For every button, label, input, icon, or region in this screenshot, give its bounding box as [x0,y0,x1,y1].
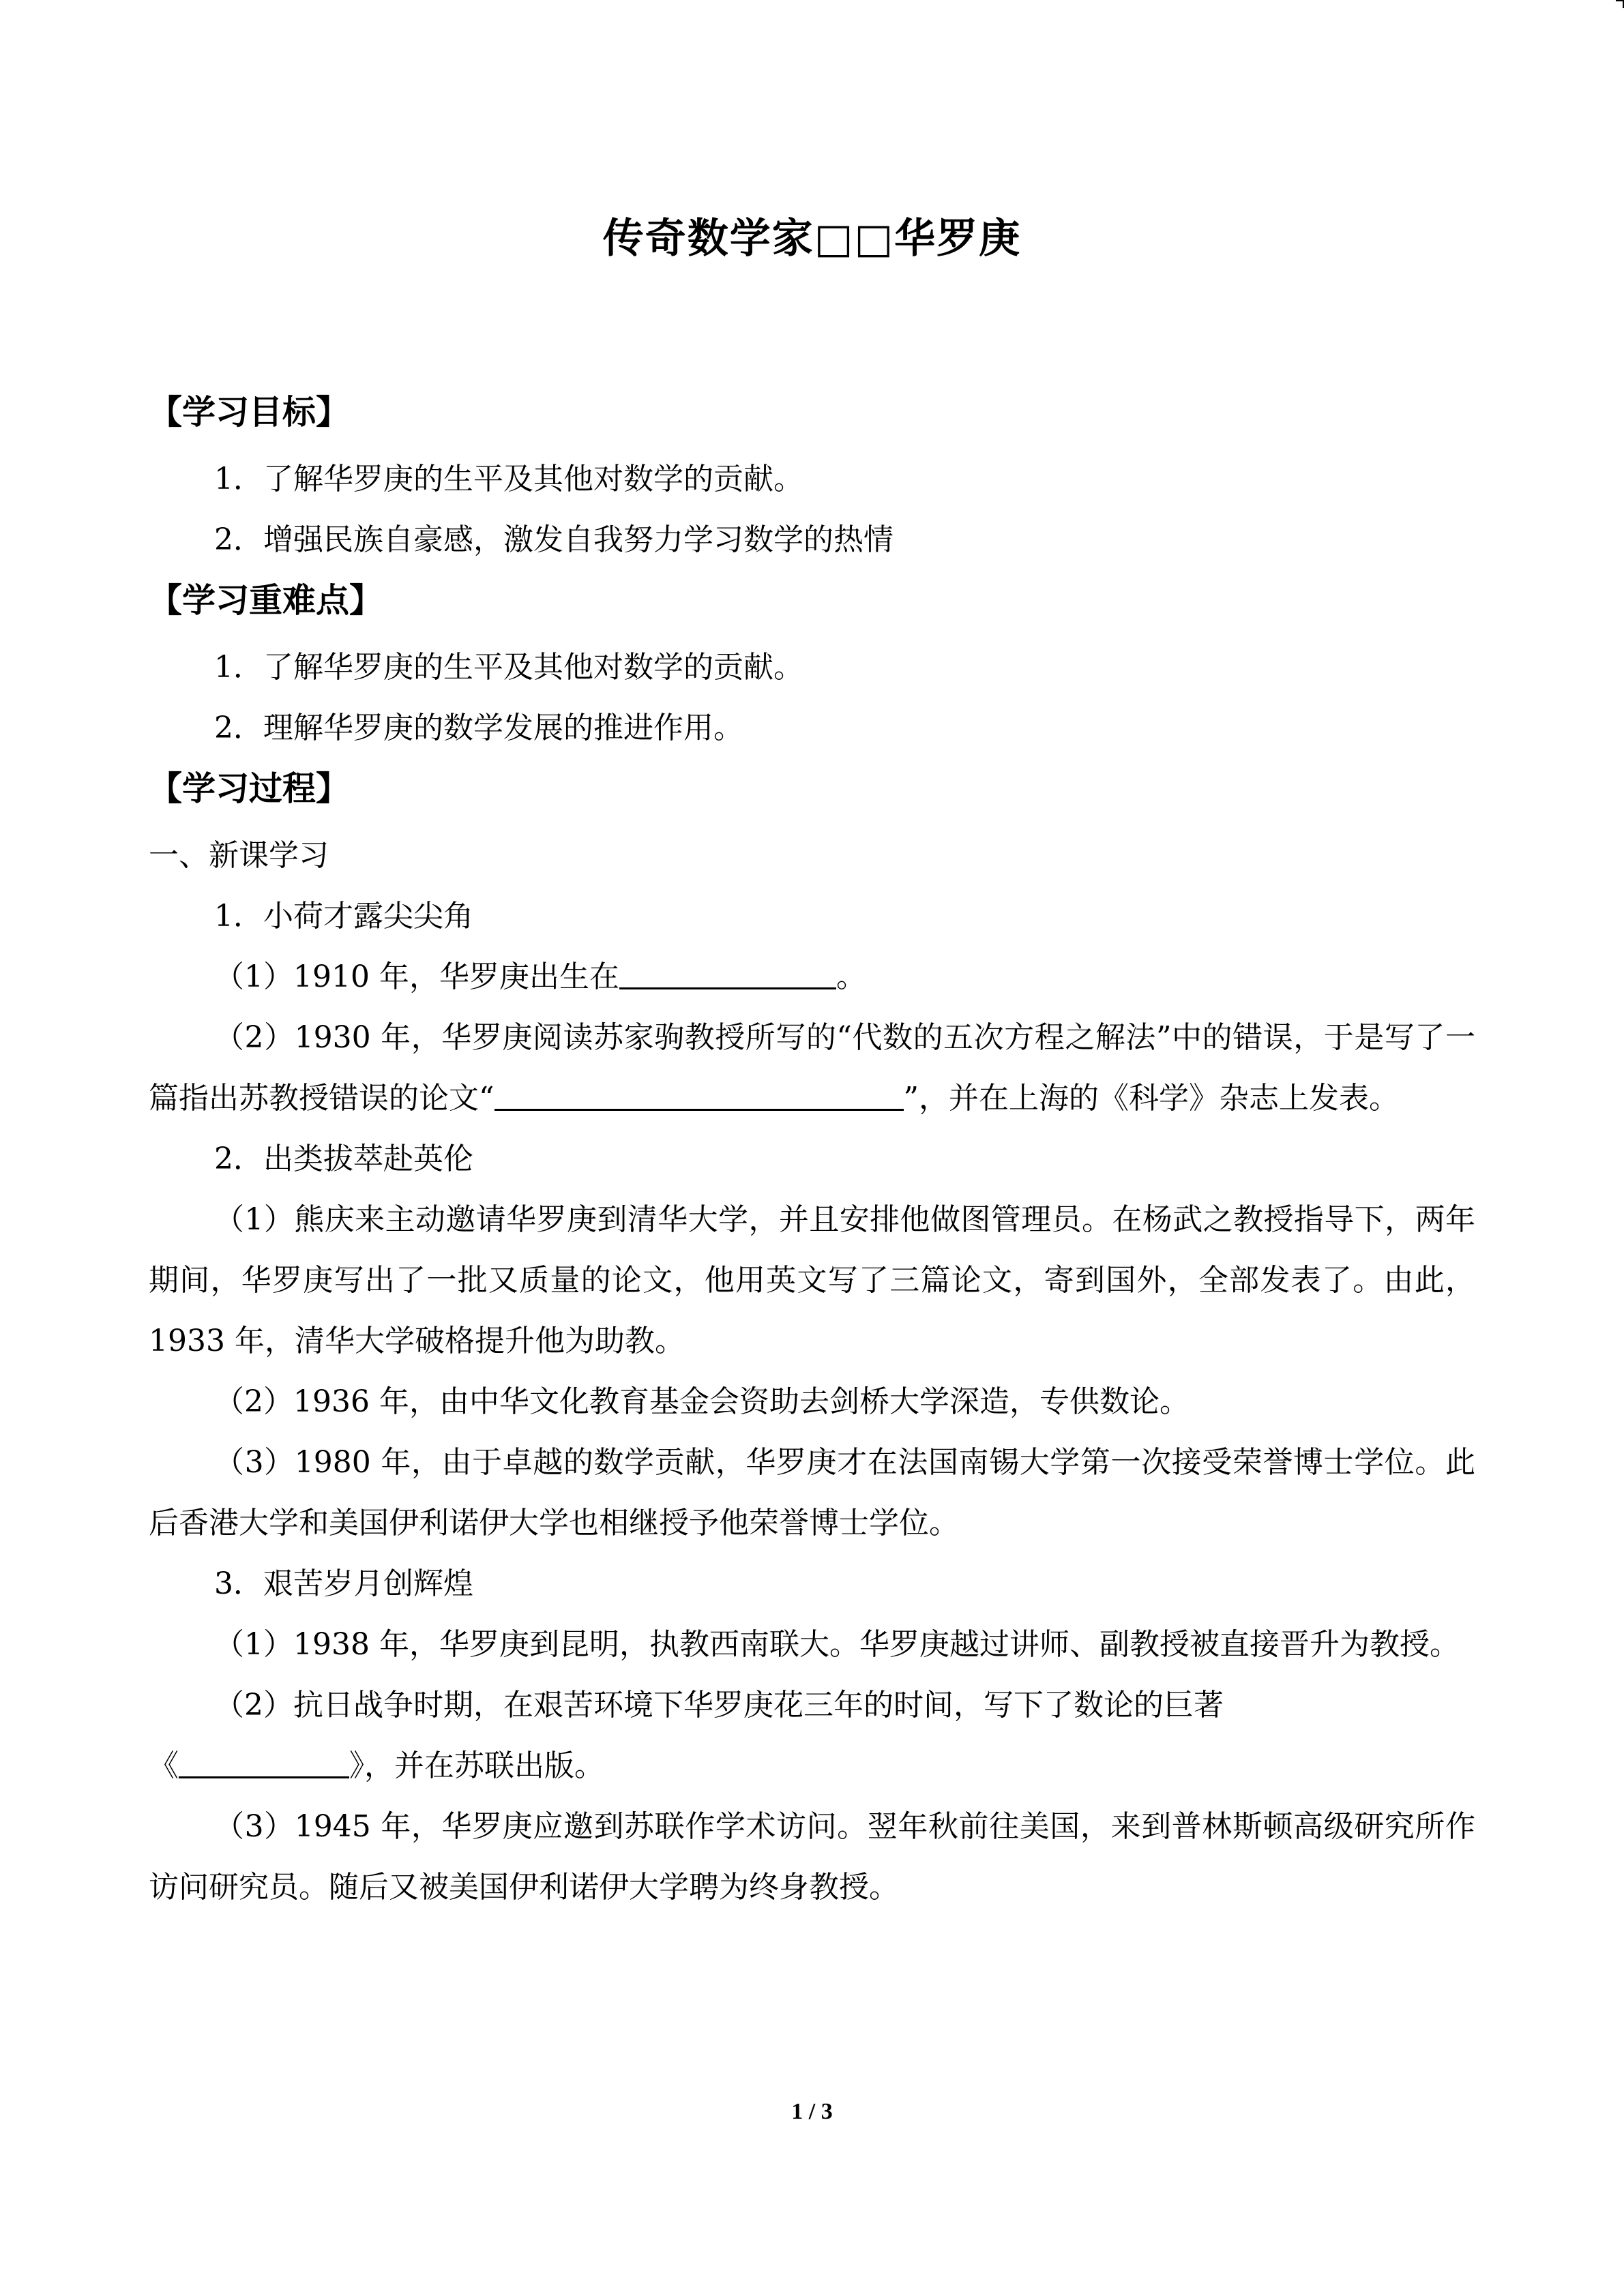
answer-blank[interactable] [179,1745,349,1778]
section-heading-keypoints: 【学习重难点】 [149,581,383,620]
question-text: ”，并在上海的《科学》杂志上发表。 [903,1081,1399,1116]
goal-item: 2．增强民族自豪感，激发自我努力学习数学的热情 [214,522,894,557]
part-one-heading: 一、新课学习 [149,838,329,873]
page-corner-mark [1616,0,1624,8]
answer-blank[interactable] [619,956,836,989]
paragraph: （1）熊庆来主动邀请华罗庚到清华大学，并且安排他做图管理员。在杨武之教授指导下，两年期间，华罗庚写出了一批又质量的论文，他用英文写了三篇论文，寄到国外，全部发表了。由此，1933 年，清华大学破格提升他为助教。 [149,1202,1475,1358]
question-paper-title [149,1007,1475,1129]
question-text: （1）1910 年，华罗庚出生在 [214,959,619,994]
question-book-title [149,1735,1475,1796]
subsection-title: 3．艰苦岁月创辉煌 [214,1566,473,1601]
page-number: 1 / 3 [791,2099,833,2124]
document-title: 传奇数学家□□华罗庚 [602,215,1022,263]
section-heading-process: 【学习过程】 [149,769,350,808]
goal-item: 1．了解华罗庚的生平及其他对数学的贡献。 [214,462,803,496]
paragraph: （3）1945 年，华罗庚应邀到苏联作学术访问。翌年秋前往美国，来到普林斯顿高级研究所作访问研究员。随后又被美国伊利诺伊大学聘为终身教授。 [149,1809,1475,1905]
subsection-title: 1．小荷才露尖尖角 [214,899,473,934]
paragraph: （3）1980 年，由于卓越的数学贡献，华罗庚才在法国南锡大学第一次接受荣誉博士学位。此后香港大学和美国伊利诺伊大学也相继授予他荣誉博士学位。 [149,1445,1475,1540]
keypoint-item: 1．了解华罗庚的生平及其他对数学的贡献。 [214,650,803,685]
keypoint-item: 2．理解华罗庚的数学发展的推进作用。 [214,711,743,745]
question-text: 。 [836,959,866,994]
question-text: 》，并在苏联出版。 [349,1748,604,1783]
question-birthplace [149,946,1475,1007]
section-heading-goals: 【学习目标】 [149,393,350,432]
paragraph: （2）1936 年，由中华文化教育基金会资助去剑桥大学深造，专供数论。 [214,1384,1190,1419]
paragraph: （1）1938 年，华罗庚到昆明，执教西南联大。华罗庚越过讲师、副教授被直接晋升为教授。 [214,1627,1460,1662]
answer-blank[interactable] [494,1077,904,1111]
question-text: （2）1930 年，华罗庚阅读苏家驹教授所写的“代数的五次方程之解法”中的错误，于是写了一篇指出苏教授错误的论文“ [149,1020,1475,1116]
question-text: 《 [149,1748,179,1783]
subsection-title: 2．出类拔萃赴英伦 [214,1142,473,1176]
paragraph: （2）抗日战争时期，在艰苦环境下华罗庚花三年的时间，写下了数论的巨著 [214,1688,1224,1723]
document-body [149,382,1475,1918]
